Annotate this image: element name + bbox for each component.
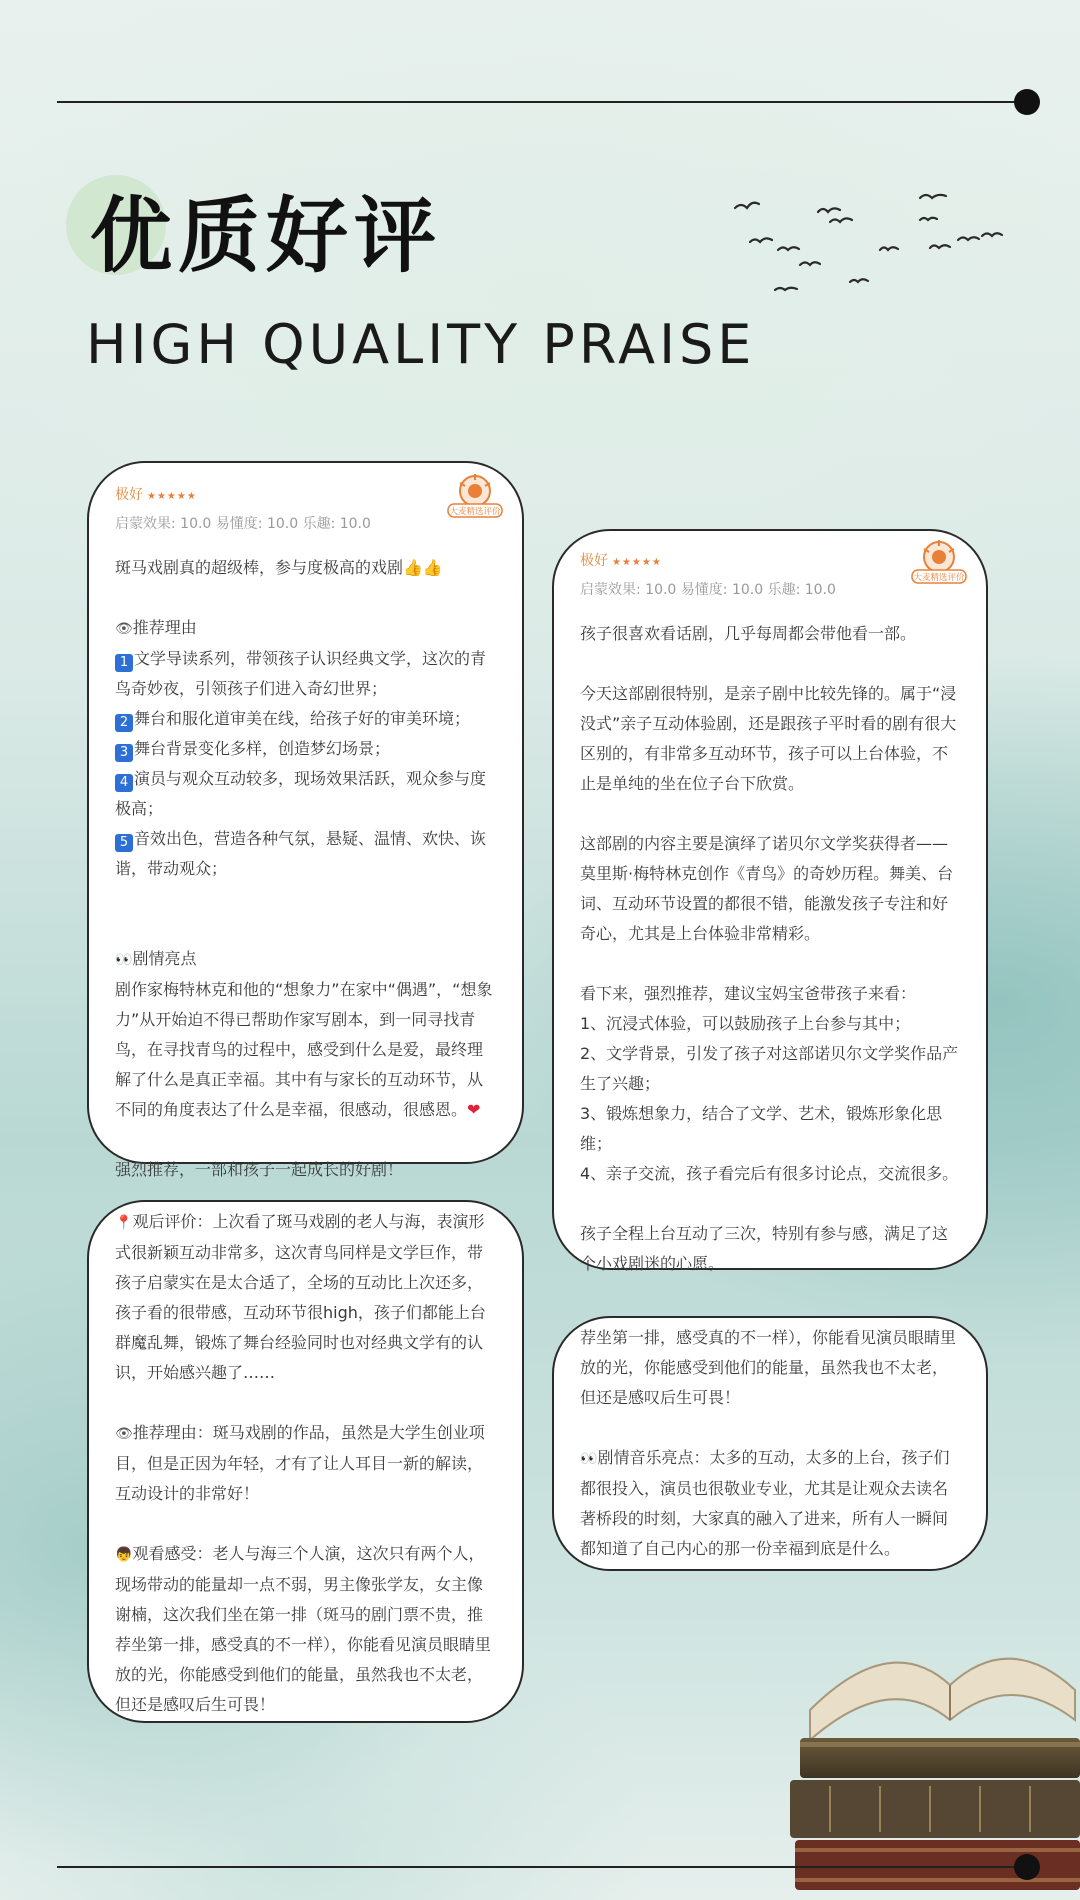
number-3-icon: 3 <box>115 744 133 762</box>
reason-item <box>115 824 496 884</box>
rating-row <box>115 479 501 517</box>
pushpin-icon: 📍 <box>115 1215 133 1231</box>
rule-end-dot <box>1014 89 1040 115</box>
feel-title: 观看感受 <box>132 1544 197 1563</box>
reason-title: 推荐理由 <box>132 618 197 637</box>
review-paragraph: 这部剧的内容主要是演绎了诺贝尔文学奖获得者——莫里斯·梅特林克创作《青鸟》的奇妙历程。舞美、台词、互动环节设置的都很不错，能激发孩子专注和好奇心，尤其是上台体验非常精彩。 <box>580 834 954 943</box>
review-card-4 <box>552 1316 988 1571</box>
medal-badge-icon <box>910 537 968 587</box>
list-item: 2、文学背景，引发了孩子对这部诺贝尔文学奖作品产生了兴趣； <box>580 1044 959 1093</box>
eyes-icon: 👀 <box>115 952 133 968</box>
birds-illustration <box>730 190 1010 300</box>
music-title: 剧情音乐亮点 <box>597 1448 694 1467</box>
rule-end-dot <box>1014 1854 1040 1880</box>
rating-row <box>580 545 965 583</box>
review-headline: 斑马戏剧真的超级棒，参与度极高的戏剧👍👍 <box>115 558 443 577</box>
top-rule <box>57 101 1027 103</box>
reason-item <box>115 734 496 764</box>
boy-face-icon: 👦 <box>115 1547 133 1563</box>
rating-label: 极好 <box>115 487 143 503</box>
page-subtitle: HIGH QUALITY PRAISE <box>86 313 756 376</box>
review-text: ：上次看了斑马戏剧的老人与海，表演形式很新颖互动非常多，这次青鸟同样是文学巨作，带孩子启蒙实在是太合适了，全场的互动比上次还多，孩子看的很带感，互动环节很high，孩子们都能上台群魔乱舞，锻炼了舞台经验同时也对经典文学有的认识，开始感兴趣了…… <box>115 1212 486 1382</box>
review-title: 观后评价 <box>132 1212 197 1231</box>
review-card-1 <box>87 461 524 1179</box>
reason-text: ：斑马戏剧的作品，虽然是大学生创业项目，但是正因为年轻，才有了让人耳目一新的解读，互动设计的非常好！ <box>115 1423 485 1503</box>
review-paragraph: 孩子很喜欢看话剧，几乎每周都会带他看一部。 <box>580 624 917 643</box>
review-paragraph: 孩子全程上台互动了三次，特别有参与感，满足了这个小戏剧迷的心愿。 <box>580 1224 949 1273</box>
badge-text: 大麦精选评价 <box>449 507 501 517</box>
review-paragraph: 今天这部剧很特别，是亲子剧中比较先锋的。属于“浸没式”亲子互动体验剧，还是跟孩子平时看的剧有很大区别的，有非常多互动环节，孩子可以上台体验，不止是单纯的坐在位子台下欣赏。 <box>580 684 957 793</box>
highlight-title: 剧情亮点 <box>132 949 197 968</box>
review-paragraph <box>580 1443 960 1564</box>
scores-line: 启蒙效果: 10.0 易懂度: 10.0 乐趣: 10.0 <box>115 516 371 532</box>
review-card-3 <box>87 1200 524 1723</box>
number-2-icon: 2 <box>115 714 133 732</box>
feel-text: ：老人与海三个人演，这次只有两个人，现场带动的能量却一点不弱，男主像张学友，女主像谢楠，这次我们坐在第一排（斑马的剧门票不贵，推荐坐第一排，感受真的不一样），你能看见演员眼睛里放的光，你能感受到他们的能量，虽然我也不太老，但还是感叹后生可畏！ <box>115 1544 492 1714</box>
medal-badge-icon <box>446 471 504 521</box>
reason-item <box>115 644 496 704</box>
number-5-icon: 5 <box>115 834 133 852</box>
books-illustration <box>770 1590 1080 1900</box>
review-paragraph: 荐坐第一排，感受真的不一样），你能看见演员眼睛里放的光，你能感受到他们的能量，虽然我也不太老，但还是感叹后生可畏！ <box>580 1328 957 1407</box>
highlight-paragraph <box>115 975 496 1125</box>
review-paragraph <box>115 1418 496 1509</box>
list-item: 1、沉浸式体验，可以鼓励孩子上台参与其中； <box>580 1014 911 1033</box>
reason-text: 演员与观众互动较多，现场效果活跃，观众参与度极高； <box>115 769 487 818</box>
reason-item <box>115 764 496 824</box>
list-item: 4、亲子交流，孩子看完后有很多讨论点，交流很多。 <box>580 1164 959 1183</box>
number-4-icon: 4 <box>115 774 133 792</box>
scores-line: 启蒙效果: 10.0 易懂度: 10.0 乐趣: 10.0 <box>580 582 836 598</box>
heart-icon: ❤ <box>467 1100 481 1119</box>
closing-line: 强烈推荐，一部和孩子一起成长的好剧！ <box>115 1160 404 1179</box>
music-text: ：太多的互动，太多的上台，孩子们都很投入，演员也很敬业专业，尤其是让观众去读名著桥段的时刻，大家真的融入了进来，所有人一瞬间都知道了自己内心的那一份幸福到底是什么。 <box>580 1448 950 1558</box>
list-item: 3、锻炼想象力，结合了文学、艺术，锻炼形象化思维； <box>580 1104 943 1153</box>
eye-icon: 👁 <box>115 621 133 637</box>
rating-label: 极好 <box>580 553 608 569</box>
highlight-text: 剧作家梅特林克和他的“想象力”在家中“偶遇”，“想象力”从开始迫不得已帮助作家写剧本，到一同寻找青鸟，在寻找青鸟的过程中，感受到什么是爱，最终理解了什么是真正幸福。其中有与家长的互动环节，从不同的角度表达了什么是幸福，很感动，很感恩。 <box>115 980 493 1119</box>
review-card-2 <box>552 529 988 1273</box>
number-1-icon: 1 <box>115 654 133 672</box>
review-paragraph: 看下来，强烈推荐，建议宝妈宝爸带孩子来看： <box>580 984 917 1003</box>
reason-item <box>115 704 496 734</box>
rating-stars: ★★★★★ <box>612 557 662 568</box>
reason-title: 推荐理由 <box>132 1423 197 1442</box>
reason-heading <box>115 613 496 644</box>
page-title: 优质好评 <box>90 188 443 284</box>
reason-text: 舞台和服化道审美在线，给孩子好的审美环境； <box>134 709 471 728</box>
review-paragraph <box>115 1207 496 1388</box>
review-paragraph <box>115 1539 496 1720</box>
reason-text: 舞台背景变化多样，创造梦幻场景； <box>134 739 391 758</box>
highlight-heading <box>115 944 496 975</box>
eye-icon: 👁 <box>115 1426 133 1442</box>
bottom-rule <box>57 1866 1027 1868</box>
badge-text: 大麦精选评价 <box>913 573 965 583</box>
rating-stars: ★★★★★ <box>147 491 197 502</box>
reason-text: 文学导读系列，带领孩子认识经典文学，这次的青鸟奇妙夜，引领孩子们进入奇幻世界； <box>115 649 487 698</box>
reason-text: 音效出色，营造各种气氛，悬疑、温情、欢快、诙谐，带动观众； <box>115 829 487 878</box>
eyes-icon: 👀 <box>580 1451 598 1467</box>
